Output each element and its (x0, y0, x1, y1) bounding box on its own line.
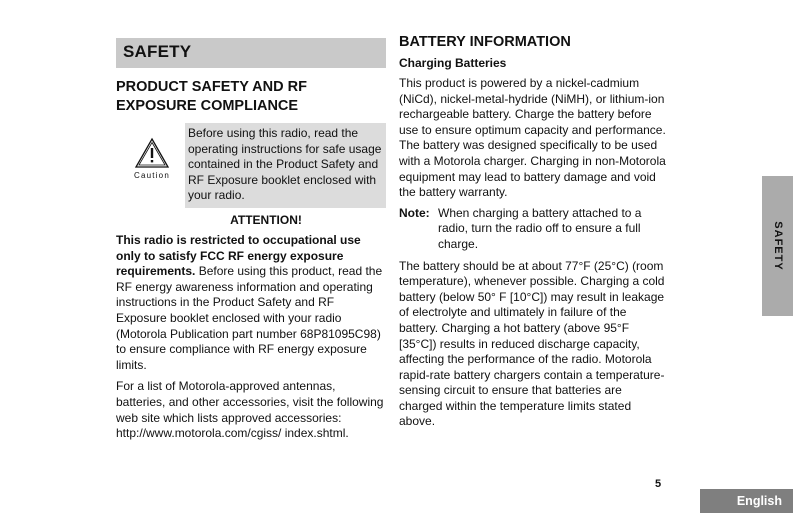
note-label: Note: (399, 205, 430, 220)
battery-paragraph-1: This product is powered by a nickel-cadmium (NiCd), nickel-metal-hydride (NiMH), or lithium-ion rechargeable battery. Charge the battery before use to ensure optimum capacity and performance. The battery was designed specifically to be used with a Motorola charger. Charging in non-Motorola equipment may lead to battery damage and void the battery warranty. (399, 76, 666, 200)
rf-restriction-bold: This radio is restricted to occupational use only to satisfy FCC RF energy exposure requirements. (116, 233, 361, 279)
caution-triangle-icon (134, 137, 170, 169)
section-title: PRODUCT SAFETY AND RF EXPOSURE COMPLIANCE (116, 79, 307, 114)
section-header: SAFETY (116, 38, 386, 68)
side-tab-label: SAFETY (771, 221, 784, 271)
left-column (116, 38, 386, 442)
section-side-tab (762, 176, 793, 316)
language-tab: English (700, 489, 793, 513)
charging-batteries-subtitle: Charging Batteries (399, 56, 507, 70)
attention-heading: ATTENTION! (230, 213, 302, 227)
rf-restriction-text: Before using this product, read the RF energy awareness information and operating instructions in the Product Safety and RF Exposure booklet enclosed with your radio (Motorola Publication part number 68P81095C98) to ensure compliance with RF energy exposure limits. (116, 264, 383, 372)
battery-info-title: BATTERY INFORMATION (399, 34, 571, 50)
caution-text-box: Before using this radio, read the operating instructions for safe usage contained in the Product Safety and RF Exposure booklet enclosed with your radio. (185, 123, 386, 208)
caution-label: Caution (134, 171, 170, 180)
accessories-paragraph: For a list of Motorola-approved antennas, batteries, and other accessories, visit the following web site which lists approved accessories: http://www.motorola.com/cgiss/ index.shtml. (116, 379, 384, 441)
note-block (399, 206, 667, 253)
rf-restriction-paragraph (116, 233, 386, 373)
caution-symbol (128, 137, 176, 180)
caution-block (116, 123, 386, 210)
battery-paragraph-2: The battery should be at about 77°F (25°C) (room temperature), whenever possible. Charging a cold battery (below 50° F [10°C]) may result in leakage of electrolyte and ultimately in failure of the battery. Charging a hot battery (above 95°F [35°C]) results in reduced discharge capacity, affecting the performance of the radio. Motorola rapid-rate battery chargers contain a temperature-sensing circuit to ensure that batteries are charged within the temperature limits stated above. (399, 258, 665, 429)
right-column (399, 34, 667, 430)
note-text: When charging a battery attached to a radio, turn the radio off to ensure a full charge. (438, 205, 642, 251)
page-number: 5 (655, 478, 662, 490)
